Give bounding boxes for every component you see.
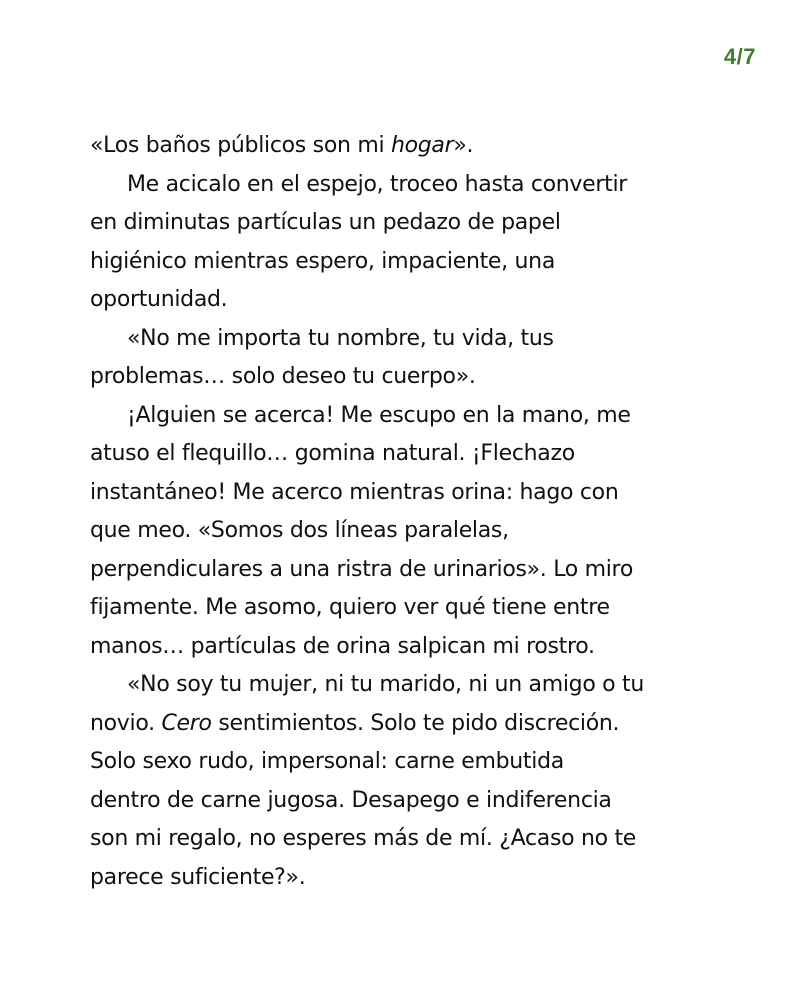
- italic-text: hogar: [390, 133, 454, 158]
- text-line: [90, 628, 720, 667]
- text-run: dentro de carne jugosa. Desapego e indiferencia: [90, 787, 612, 813]
- paragraph-start-line: [90, 666, 720, 705]
- text-run: sentimientos. Solo te pido discreción.: [211, 710, 620, 736]
- text-run: fijamente. Me asomo, quiero ver qué tiene entre: [90, 595, 610, 620]
- text-line: [90, 281, 720, 320]
- text-run: «No soy tu mujer, ni tu marido, ni un amigo o tu: [127, 672, 645, 697]
- text-line: [90, 820, 720, 859]
- text-line: [90, 512, 720, 551]
- text-run: instantáneo! Me acerco mientras orina: hago con: [90, 479, 619, 505]
- text-run: novio.: [90, 710, 162, 736]
- text-run: Me acicalo en el espejo, troceo hasta convertir: [127, 171, 628, 197]
- paragraph-start-line: [90, 320, 720, 359]
- text-run: problemas… solo deseo tu cuerpo».: [90, 364, 476, 389]
- italic-text: Cero: [161, 710, 212, 736]
- text-run: perpendiculares a una ristra de urinarios». Lo miro: [90, 556, 633, 582]
- text-line: [90, 551, 720, 590]
- text-line: [90, 435, 720, 474]
- text-run: son mi regalo, no esperes más de mí. ¿Acaso no te: [90, 826, 637, 851]
- text-line: [90, 589, 720, 628]
- text-line: [90, 358, 720, 397]
- text-run: higiénico mientras espero, impaciente, una: [90, 248, 555, 274]
- text-line: [90, 743, 720, 782]
- body-text: [90, 127, 720, 897]
- text-run: ¡Alguien se acerca! Me escupo en la mano, me: [127, 402, 631, 428]
- text-run: atuso el flequillo… gomina natural. ¡Flechazo: [90, 441, 575, 466]
- text-run: parece suficiente?».: [90, 864, 306, 890]
- text-line: [90, 204, 720, 243]
- text-line: [90, 859, 720, 898]
- text-run: «No me importa tu nombre, tu vida, tus: [127, 325, 554, 351]
- text-run: Solo sexo rudo, impersonal: carne embutida: [90, 749, 564, 774]
- text-line: [90, 127, 720, 166]
- text-run: manos… partículas de orina salpican mi rostro.: [90, 633, 595, 659]
- text-line: [90, 782, 720, 821]
- text-run: que meo. «Somos dos líneas paralelas,: [90, 518, 509, 543]
- text-line: [90, 243, 720, 282]
- text-run: «Los baños públicos son mi: [90, 133, 391, 158]
- text-run: ».: [453, 133, 474, 158]
- text-run: oportunidad.: [90, 287, 228, 312]
- paragraph-start-line: [90, 397, 720, 436]
- text-run: en diminutas partículas un pedazo de papel: [90, 210, 561, 235]
- paragraph-start-line: [90, 166, 720, 205]
- page-number: 4/7: [723, 44, 756, 69]
- text-line: [90, 705, 720, 744]
- text-line: [90, 474, 720, 513]
